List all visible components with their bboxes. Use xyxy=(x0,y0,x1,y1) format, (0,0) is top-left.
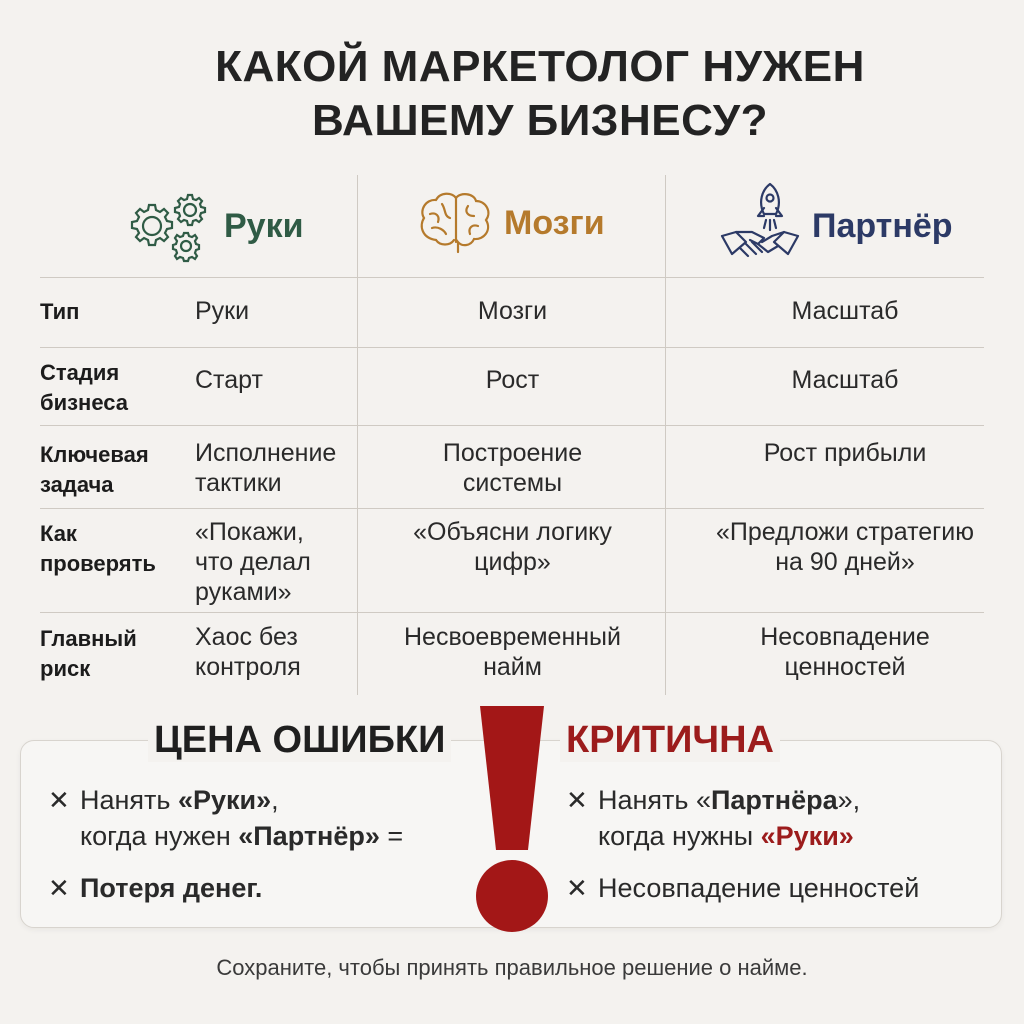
row-divider xyxy=(40,508,984,509)
mistake-text: Потеря денег. xyxy=(80,873,263,903)
table-cell: Старт xyxy=(195,366,263,394)
column-header-ruki xyxy=(124,188,304,264)
row-label-type: Тип xyxy=(40,299,80,324)
footer-note: Сохраните, чтобы принять правильное решение о найме. xyxy=(216,955,808,980)
mistake-text xyxy=(80,782,403,854)
row-label-check: Как проверять xyxy=(40,521,156,576)
mistake-item xyxy=(48,870,262,906)
mistake-item xyxy=(48,782,403,854)
text-span: «Руки» xyxy=(177,785,272,815)
text-span: , xyxy=(271,785,279,815)
cross-icon: ✕ xyxy=(566,785,588,815)
row-label-task: Ключевая задача xyxy=(40,442,149,497)
exclamation-icon xyxy=(462,700,562,936)
row-divider xyxy=(40,612,984,613)
table-cell: Мозги xyxy=(477,297,548,325)
table-cell: Рост xyxy=(485,366,540,394)
mistake-text: Несовпадение ценностей xyxy=(598,873,920,903)
column-header-label: Руки xyxy=(224,206,304,245)
row-divider xyxy=(40,425,984,426)
text-span: когда нужен xyxy=(80,821,239,851)
text-span: «Партнёр» xyxy=(238,821,380,851)
column-header-partner xyxy=(718,180,953,272)
text-span: Партнёра xyxy=(711,785,838,815)
text-span: Нанять « xyxy=(598,785,711,815)
table-cell: «Предложи стратегию на 90 дней» xyxy=(716,518,974,576)
row-divider xyxy=(40,347,984,348)
mistake-text xyxy=(598,782,860,854)
cross-icon: ✕ xyxy=(566,873,588,903)
cross-icon: ✕ xyxy=(48,785,70,815)
handshake-rocket-icon xyxy=(718,180,802,272)
table-cell: Масштаб xyxy=(791,297,899,325)
row-divider xyxy=(40,277,984,278)
text-span: = xyxy=(379,821,404,851)
table-cell: Построение системы xyxy=(442,439,583,497)
mistake-item xyxy=(566,782,860,854)
row-label-stage: Стадия бизнеса xyxy=(40,360,129,415)
table-cell: Рост прибыли xyxy=(763,439,927,467)
banner-left: ЦЕНА ОШИБКИ xyxy=(148,718,451,762)
table-cell: «Объясни логику цифр» xyxy=(413,518,612,576)
page-title xyxy=(0,40,1024,148)
table-cell: Несовпадение ценностей xyxy=(760,623,930,681)
table-cell: Несвоевременный найм xyxy=(404,623,621,681)
text-span: когда нужны xyxy=(598,821,761,851)
table-cell: Исполнение тактики xyxy=(195,439,337,497)
brain-icon xyxy=(416,190,494,256)
table-cell: Хаос без контроля xyxy=(195,623,301,681)
page-title-line1: КАКОЙ МАРКЕТОЛОГ НУЖЕН xyxy=(215,42,865,91)
text-span: », xyxy=(837,785,861,815)
column-divider xyxy=(357,175,358,695)
table-cell: Масштаб xyxy=(791,366,899,394)
page-title-line2: ВАШЕМУ БИЗНЕСУ? xyxy=(311,96,769,145)
text-span: «Руки» xyxy=(760,821,854,851)
table-cell: «Покажи, что делал руками» xyxy=(195,518,311,606)
mistake-item xyxy=(566,870,919,906)
column-header-label: Партнёр xyxy=(812,206,953,245)
gears-icon xyxy=(124,188,214,264)
banner-right: КРИТИЧНА xyxy=(560,718,780,762)
cross-icon: ✕ xyxy=(48,873,70,903)
text-span: Нанять xyxy=(80,785,178,815)
column-divider xyxy=(665,175,666,695)
row-label-risk: Главный риск xyxy=(40,626,137,681)
column-header-mozgi xyxy=(416,190,605,256)
table-cell: Руки xyxy=(195,297,250,325)
column-header-label: Мозги xyxy=(504,203,605,242)
